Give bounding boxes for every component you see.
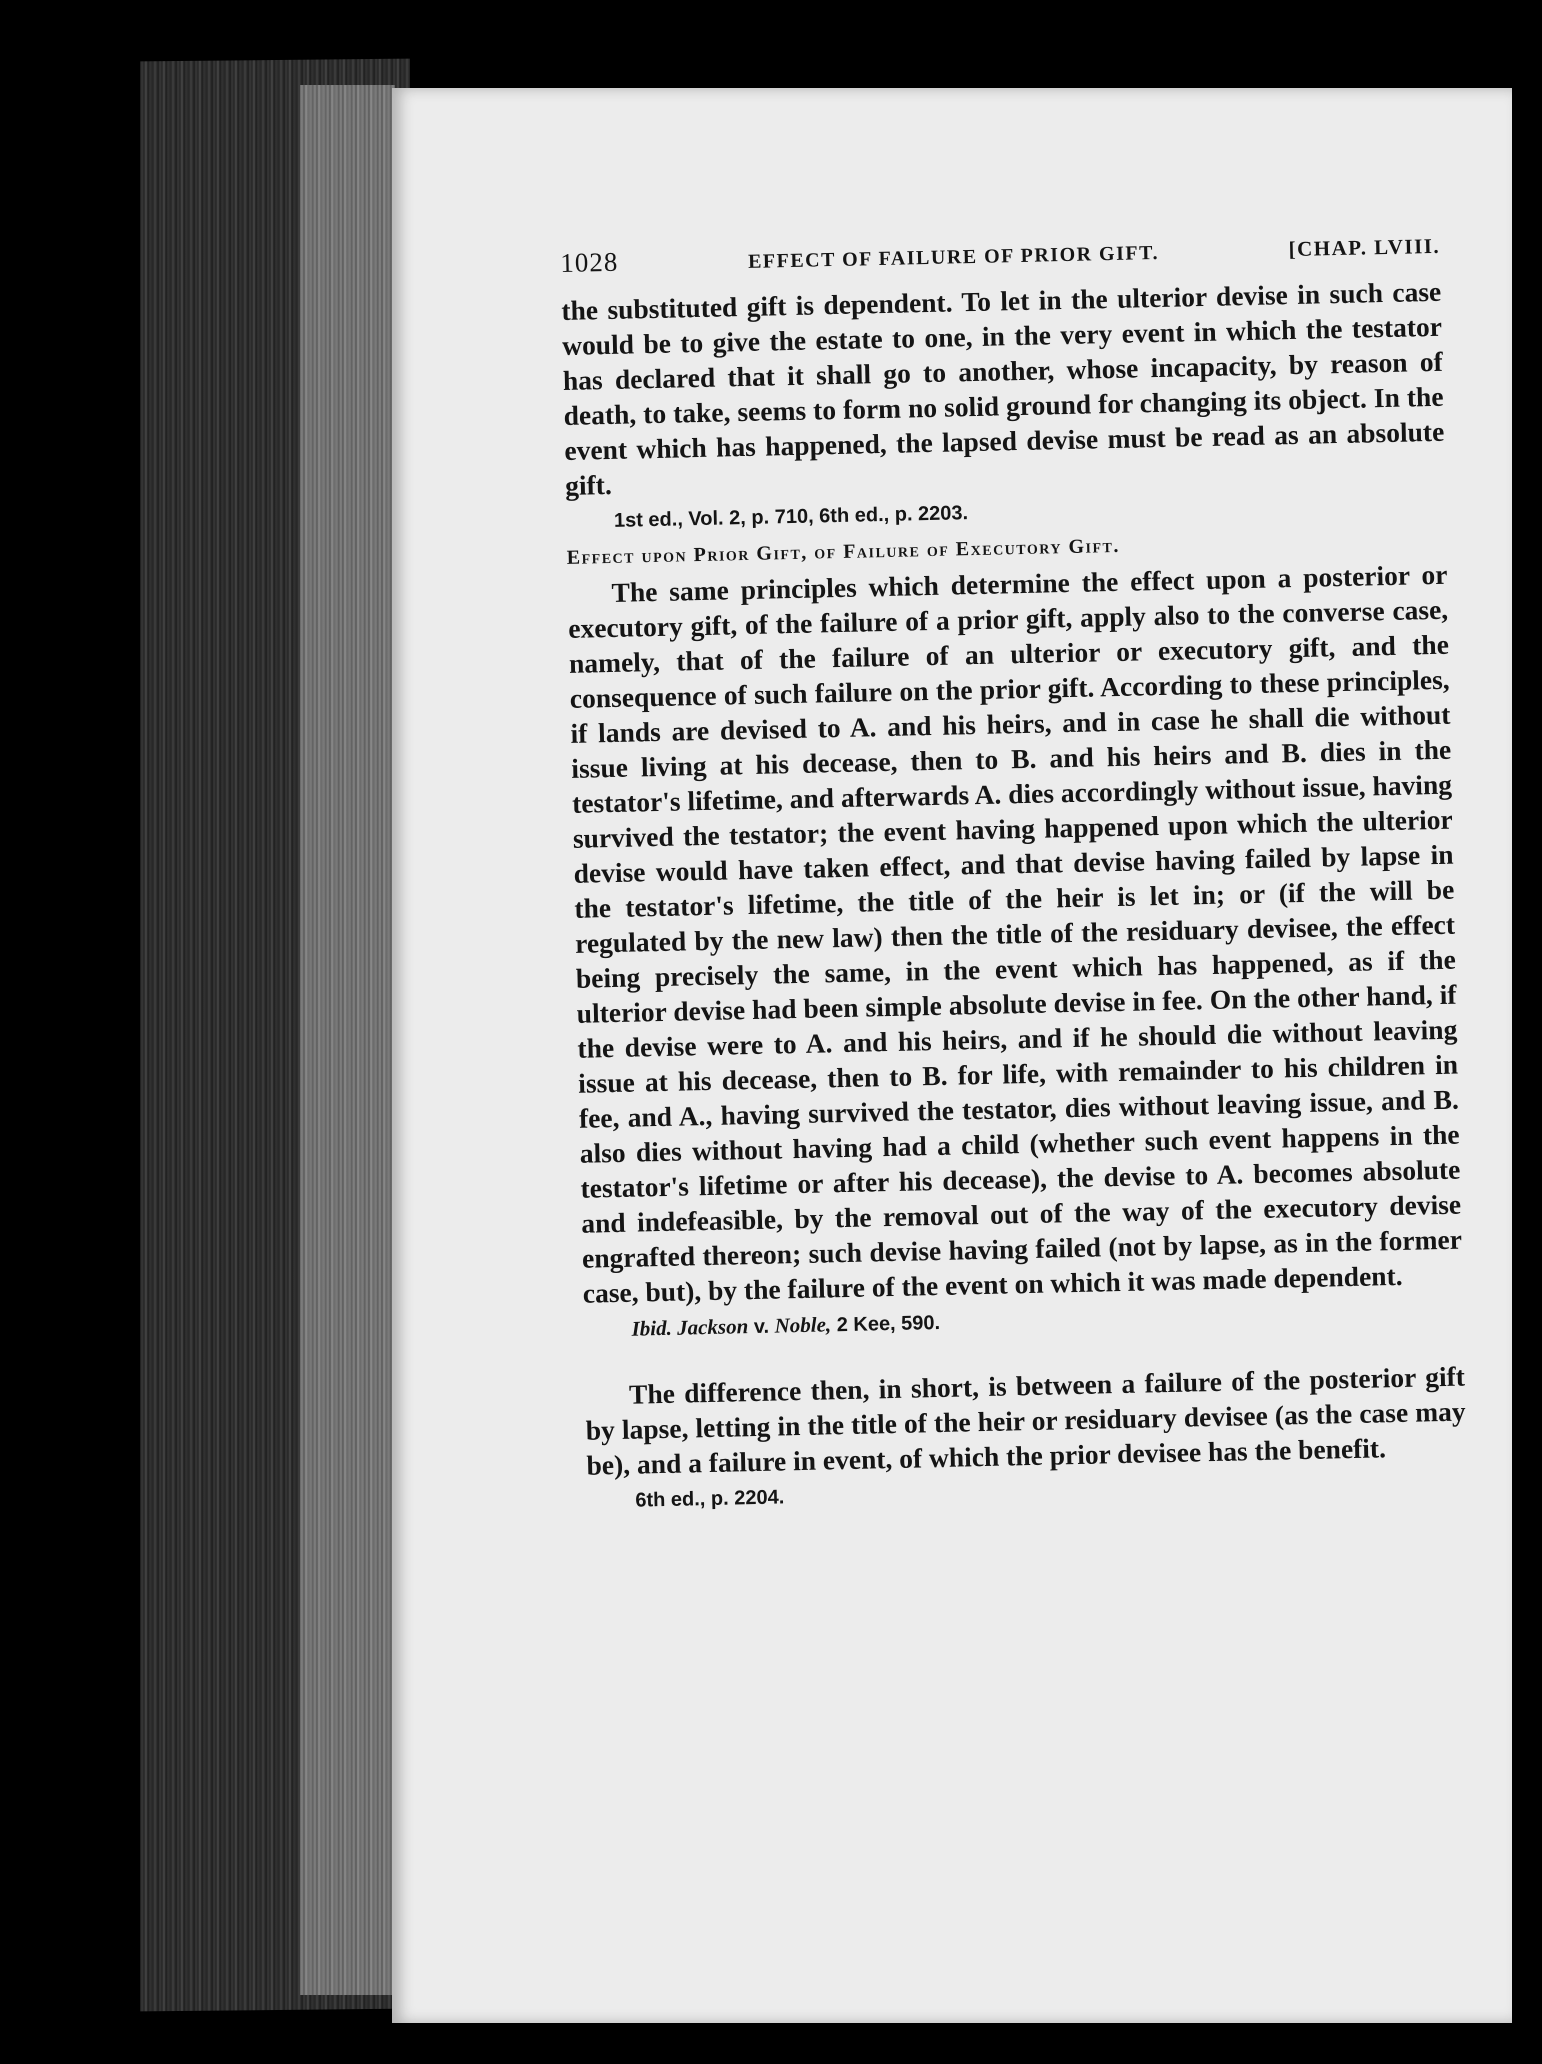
page-sheet [392,88,1512,2023]
citation-2-end: 2 Kee, 590. [830,1311,941,1337]
paragraph-1: the substituted gift is dependent. To let in the ulterior devise in such case would be to give the estate to one, in the very event in which the testator has declared that it shall go to another, whose incapacity, by reason of death, to take, seems to form no solid ground for changing its object. In the event which has happened, the lapsed devise must be read as an absolute gift. [561,275,1445,501]
citation-2-versus: v. [748,1315,775,1339]
paragraph-3: The difference then, in short, is between a failure of the posterior gift by lapse, letting in the title of the heir or residuary devisee (as the case may be), and a failure in event, of which the prior devisee has the benefit. [585,1360,1466,1481]
citation-3: 6th ed., p. 2204. [635,1486,785,1512]
chapter-label: [CHAP. LVIII. [1288,233,1441,262]
page-edges [300,85,395,1995]
page-content [560,229,1468,1527]
citation-1: 1st ed., Vol. 2, p. 710, 6th ed., p. 2203. [613,502,969,532]
citation-2-italic: Ibid. Jackson [631,1314,749,1341]
running-head: EFFECT OF FAILURE OF PRIOR GIFT. [747,241,1160,273]
section-heading: Effect upon Prior Gift, of Failure of Executory Gift. [566,534,1121,569]
paragraph-2: The same principles which determine the effect upon a posterior or executory gift, of the failure of a prior gift, apply also to the converse case, namely, that of the failure of an ulterior or executory gift, and the consequence of such failure on the prior gift. According to these principles, if lands are devised to A. and his heirs, and in case he shall die without issue living at his decease, then to B. and his heirs and B. dies in the testator's lifetime, and afterwards A. dies accordingly without issue, having survived the testator; the event having happened upon which the ulterior devise would have taken effect, and that devise having failed by lapse in the testator's lifetime, the title of the heir is let in; or (if the will be regulated by the new law) then the title of the residuary devisee, the effect being precisely the same, in the event which has happened, as if the ulterior devise had been simple absolute devise in fee. On the other hand, if the devise were to A. and his heirs, and if he should die without leaving issue at his decease, then to B. for life, with remainder to his children in fee, and A., having survived the testator, dies without leaving issue, and B. also dies without having had a child (whether such event happens in the testator's lifetime or after his decease), the devise to A. becomes absolute and indefeasible, by the removal out of the way of the executory devise engrafted thereon; such devise having failed (not by lapse, as in the former case, but), by the failure of the event on which it was made dependent. [567,558,1463,1309]
page-header [560,229,1440,279]
page-number: 1028 [560,246,619,278]
citation-2-italic-2: Noble, [774,1312,832,1338]
